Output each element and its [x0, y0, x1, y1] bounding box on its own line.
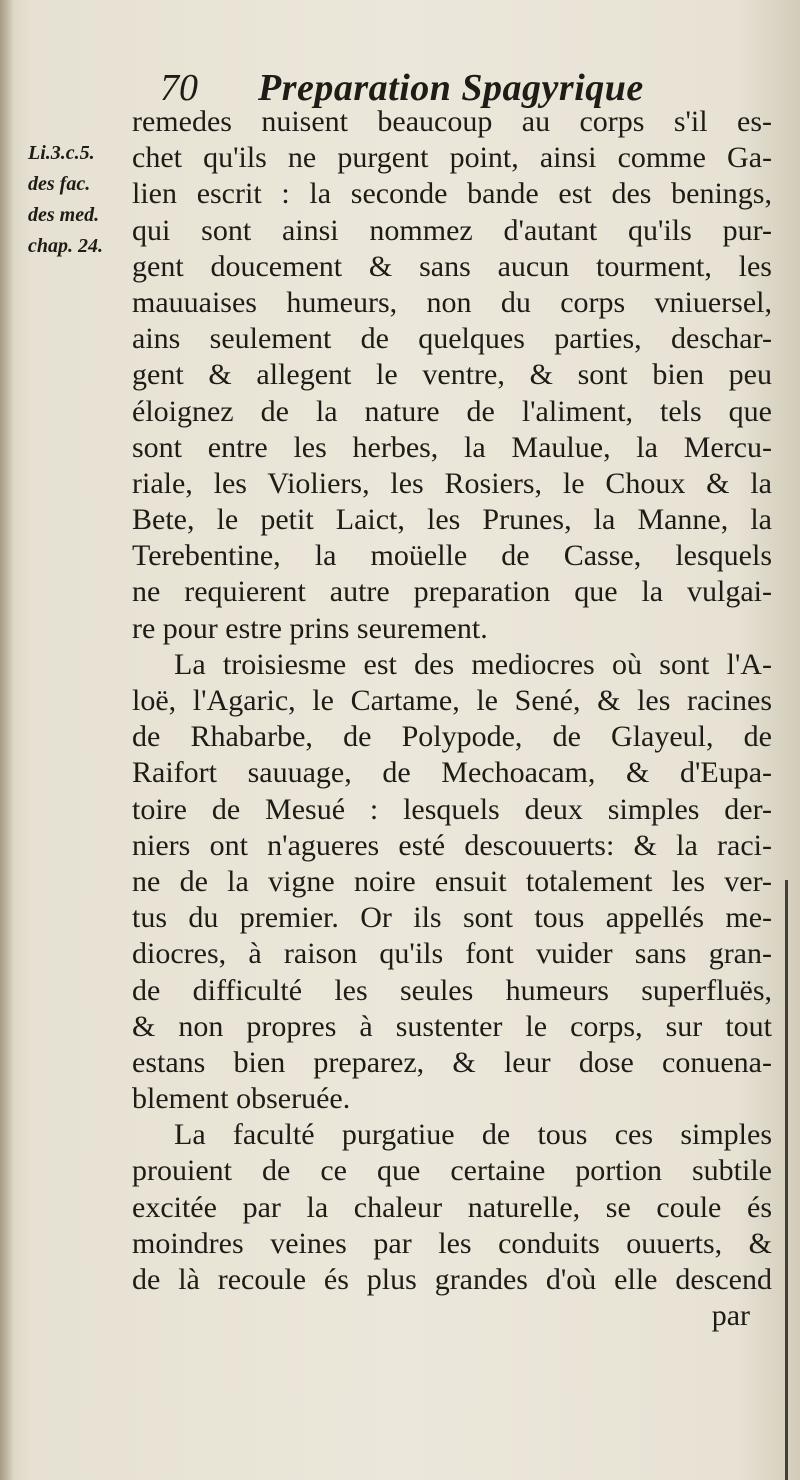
text-line: remedes nuisent beaucoup au corps s'il es-: [132, 105, 772, 138]
margin-note-line: chap. 24.: [28, 235, 103, 257]
margin-note-line: Li.3.c.5.: [28, 142, 95, 164]
text-line: lien escrit : la seconde bande est des benings,: [132, 177, 772, 211]
text-line: blement obseruée.: [132, 1082, 351, 1116]
text-line: gent doucement & sans aucun tourment, les: [132, 249, 772, 283]
text-line: toire de Mesué : lesquels deux simples der-: [132, 792, 772, 826]
margin-note-line: des fac.: [28, 173, 91, 195]
text-line: moindres veines par les conduits ouuerts, &: [132, 1226, 772, 1260]
gutter-shadow: [0, 0, 14, 1480]
text-line: qui sont ainsi nommez d'autant qu'ils pur-: [132, 213, 772, 247]
text-line: éloignez de la nature de l'aliment, tels que: [132, 394, 772, 428]
text-line: ne requierent autre preparation que la vulgai-: [132, 575, 772, 609]
text-line: re pour estre prins seurement.: [132, 611, 488, 645]
text-line: tus du premier. Or ils sont tous appellés me-: [132, 901, 772, 935]
text-line: Terebentine, la moüelle de Casse, lesquels: [132, 539, 772, 573]
text-line: de là recoule és plus grandes d'où elle descend: [132, 1263, 772, 1296]
text-line: de difficulté les seules humeurs superfluës,: [132, 973, 772, 1007]
text-line: excitée par la chaleur naturelle, se coule és: [132, 1190, 772, 1224]
text-line: La troisiesme est des mediocres où sont l'A-: [174, 647, 772, 681]
text-line: ains seulement de quelques parties, deschar-: [132, 322, 772, 356]
page-number: 70: [160, 67, 198, 109]
text-line: Raifort sauuage, de Mechoacam, & d'Eupa-: [132, 756, 772, 790]
text-line: sont entre les herbes, la Maulue, la Mercu-: [132, 430, 772, 464]
page-edge-rule: [785, 880, 788, 1480]
body-text: [132, 104, 772, 1334]
catchword: par: [711, 1299, 750, 1333]
text-line: de Rhabarbe, de Polypode, de Glayeul, de: [132, 720, 772, 754]
margin-note-line: des med.: [28, 204, 100, 226]
text-line: diocres, à raison qu'ils font vuider sans gran-: [132, 937, 772, 971]
text-line: loë, l'Agaric, le Cartame, le Sené, & les racines: [132, 684, 772, 717]
text-line: niers ont n'agueres esté descouuerts: & la raci-: [132, 828, 772, 862]
text-line: Bete, le petit Laict, les Prunes, la Manne, la: [132, 503, 772, 537]
text-line: mauuaises humeurs, non du corps vniuersel,: [132, 285, 772, 319]
text-line: gent & allegent le ventre, & sont bien peu: [132, 358, 772, 392]
marginal-reference: [28, 138, 128, 262]
text-line: La faculté purgatiue de tous ces simples: [174, 1118, 772, 1152]
text-line: riale, les Violiers, les Rosiers, le Choux & la: [132, 466, 772, 500]
text-line: ne de la vigne noire ensuit totalement les ver-: [132, 864, 772, 898]
text-line: & non propres à sustenter le corps, sur tout: [132, 1009, 772, 1043]
text-line: chet qu'ils ne purgent point, ainsi comme Ga-: [132, 141, 772, 175]
running-title: Preparation Spagyrique: [258, 67, 644, 109]
text-line: prouient de ce que certaine portion subtile: [132, 1154, 772, 1188]
text-line: estans bien preparez, & leur dose conuena-: [132, 1045, 772, 1079]
